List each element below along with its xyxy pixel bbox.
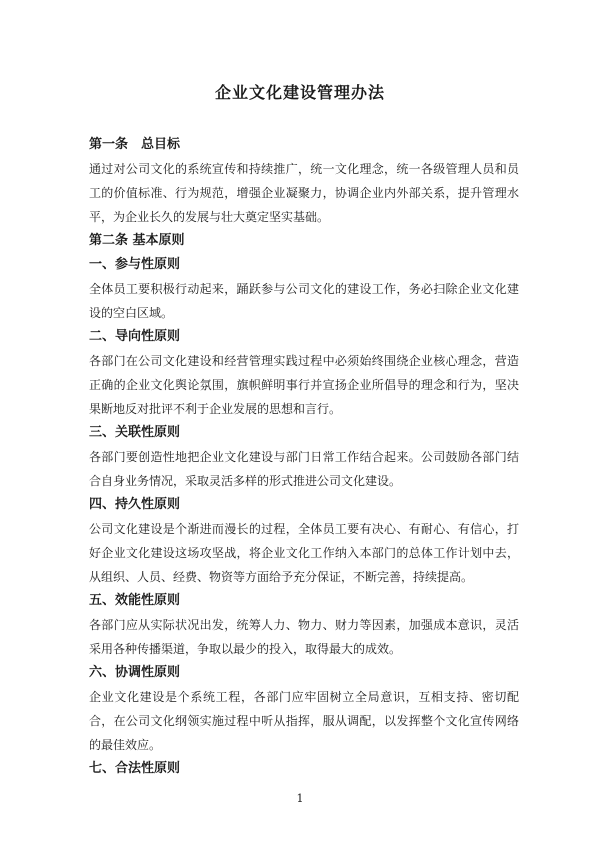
section-paragraph-efficiency: 各部门应从实际状况出发，统筹人力、物力、财力等因素，加强成本意识，灵活采用各种传播渠道，争取以最少的投入，取得最大的成效。 bbox=[89, 618, 519, 656]
section-paragraph-relevance: 各部门要创造性地把企业文化建设与部门日常工作结合起来。公司鼓励各部门结合自身业务情况，采取灵活多样的形式推进公司文化建设。 bbox=[89, 450, 519, 488]
section-paragraph-general-goal: 通过对公司文化的系统宣传和持续推广，统一文化理念，统一各级管理人员和员工的价值标准、行为规范，增强企业凝聚力，协调企业内外部关系，提升管理水平，为企业长久的发展与壮大奠定坚实基础。 bbox=[89, 162, 519, 224]
section-heading-basic-principles: 第二条 基本原则 bbox=[89, 233, 185, 248]
section-heading-coordination: 六、协调性原则 bbox=[89, 665, 181, 680]
section-paragraph-participation: 全体员工要积极行动起来，踊跃参与公司文化的建设工作，务必扫除企业文化建设的空白区域。 bbox=[89, 282, 519, 320]
document-body bbox=[89, 133, 519, 781]
section-heading-general-goal: 第一条 总目标 bbox=[89, 137, 181, 152]
section-heading-participation: 一、参与性原则 bbox=[89, 257, 181, 272]
section-heading-efficiency: 五、效能性原则 bbox=[89, 593, 181, 608]
section-heading-persistence: 四、持久性原则 bbox=[89, 497, 181, 512]
section-heading-legality: 七、合法性原则 bbox=[89, 761, 181, 776]
section-heading-guidance: 二、导向性原则 bbox=[89, 329, 181, 344]
section-paragraph-guidance: 各部门在公司文化建设和经营管理实践过程中必须始终围绕企业核心理念，营造正确的企业文化舆论氛围，旗帜鲜明事行并宣扬企业所倡导的理念和行为，坚决果断地反对批评不利于企业发展的思想和言行。 bbox=[89, 354, 519, 416]
section-paragraph-persistence: 公司文化建设是个渐进而漫长的过程，全体员工要有决心、有耐心、有信心，打好企业文化建设这场攻坚战，将企业文化工作纳入本部门的总体工作计划中去，从组织、人员、经费、物资等方面给予充分保证，不断完善，持续提高。 bbox=[89, 522, 519, 584]
section-heading-relevance: 三、关联性原则 bbox=[89, 425, 181, 440]
section-paragraph-coordination: 企业文化建设是个系统工程，各部门应牢固树立全局意识，互相支持、密切配合，在公司文化纲领实施过程中听从指挥，服从调配，以发挥整个文化宣传网络的最佳效应。 bbox=[89, 690, 519, 752]
page-number: 1 bbox=[296, 792, 304, 805]
document-title: 企业文化建设管理办法 bbox=[214, 83, 385, 102]
